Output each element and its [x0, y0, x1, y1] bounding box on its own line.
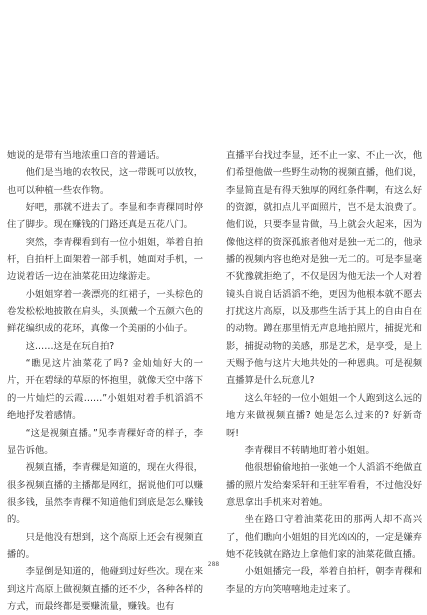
paragraph: 突然，李青稞看到有一位小姐姐，举着自拍杆，自拍杆上面架着一部手机，她面对手机，一边说着话一边在油菜花田边缘游走。 — [7, 236, 203, 283]
paragraph: 坐在路口守着油菜花田的那两人却不高兴了，他们瞧向小姐姐的目光凶凶的，一定是嫌弃她不花钱就在路边上拿他们家的油菜花做直播。 — [226, 514, 422, 560]
paragraph: 他很想偷偷地拍一张她一个人滔滔不绝做直播的照片发给秦采轩和王驻军看看，不过他没好意思拿出手机来对着她。 — [226, 462, 422, 508]
paragraph: 只是他没有想到，这个高原上还会有视频直播的。 — [7, 531, 203, 560]
paragraph: 李青稞目不转睛地盯着小姐姐。 — [244, 444, 375, 456]
paragraph: 这么年轻的一位小姐姐一个人跑到这么远的地方来做视频直播? 她是怎么过来的? 好新奇呀! — [226, 392, 422, 439]
paragraph: 直播平台找过李显，还不止一家、不止一次，他们希望他做一些野生动物的视频直播，他们说，李显简直是有得天独厚的网红条件啊，有这么好的资源，就扣点儿平面照片，岂不是太浪费了。他们说，只要李显肯做，马上就会火起来，因为像他这样的资深孤旅者他对是独一无二的，他录播的视频内容也绝对是独一无二的。可是李显毫不犹豫就拒绝了，不仅是因为他无法一个人对着镜头自说自话滔滔不绝，更因为他根本就不愿去打扰这片高原，以及那些生活于其上的自由自在的动物。蹲在那里悄无声息地拍照片，捕捉光和影，捕捉动物的美感，那是艺术，是享受，是上天赐予他与这片大地共处的一种恩典。可是视频直播算是什么玩意儿? — [226, 150, 422, 387]
left-text-column — [7, 147, 203, 615]
right-text-column — [226, 147, 422, 598]
paragraph: 视频直播，李青稞是知道的，现在火得很，很多视频直播的主播都是网红，据说他们可以赚很多钱，虽然李青稞不知道他们到底是怎么赚钱的。 — [7, 462, 203, 526]
page-number: 288 — [207, 561, 220, 568]
paragraph: 好吧，那就不进去了。李显和李青稞同时停住了脚步。现在赚钱的门路还真是五花八门。 — [7, 202, 203, 231]
paragraph: 小姐姐播完一段，举着自拍杆，朝李青稞和李显的方向笑嘻嘻地走过来了。 — [226, 566, 422, 595]
paragraph: 他们是当地的农牧民，这一带既可以放牧，也可以种植一些农作物。 — [7, 167, 203, 196]
paragraph: 小姐姐穿着一袭漂亮的红裙子，一头棕色的卷发松松地披散在肩头，头顶戴一个五颜六色的鲜花编织成的花环，真像一个美丽的小仙子。 — [7, 288, 203, 335]
paragraph: 李显倒是知道的，他碰到过好些次。现在来到这片高原上做视频直播的还不少，各种各样的方式，而最终都是要赚流量，赚钱。也有 — [7, 566, 203, 612]
paragraph: 她说的是带有当地浓重口音的普通话。 — [7, 150, 166, 161]
paragraph: “瞧见这片油菜花了吗? 金灿灿好大的一片，开在碧绿的草原的怀抱里，就像天空中落下的一片灿烂的云霞……”小姐姐对着手机滔滔不绝地抒发着感情。 — [7, 358, 203, 422]
paragraph: “这是视频直播。”见李青稞好奇的样子，李显告诉他。 — [7, 427, 203, 456]
paragraph: 这……这是在玩自拍? — [25, 340, 115, 352]
